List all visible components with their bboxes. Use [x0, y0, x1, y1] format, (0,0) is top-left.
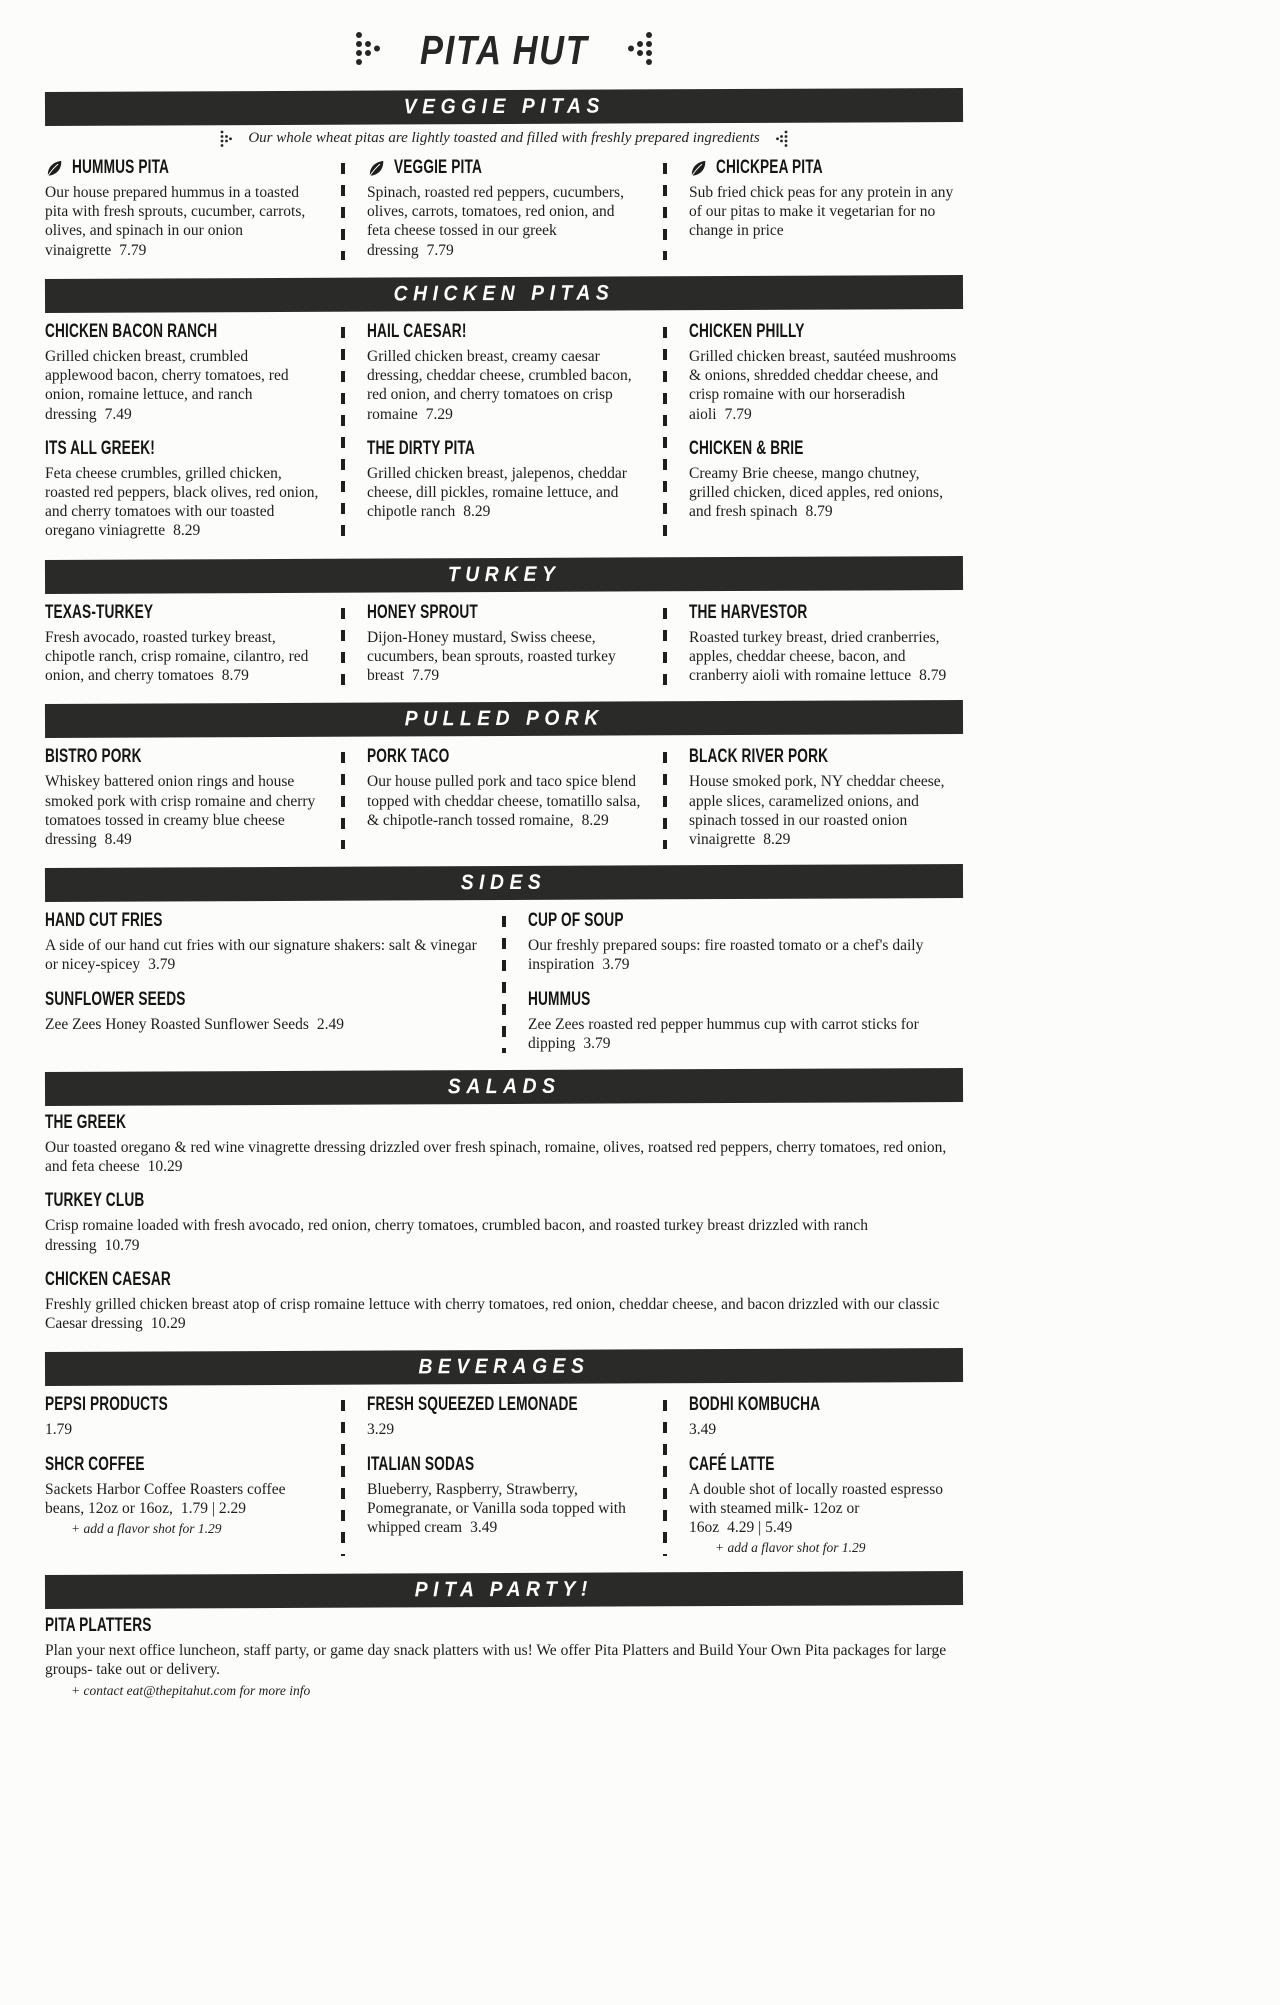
- section-body: [45, 147, 963, 260]
- menu-item: [45, 157, 319, 260]
- menu-column: [367, 321, 641, 541]
- menu-item-name: PORK TACO: [367, 746, 450, 768]
- menu-item-description: [367, 183, 641, 260]
- menu-item-price: 3.79: [148, 956, 176, 974]
- section-title: CHICKEN PITAS: [393, 281, 615, 306]
- menu-item: [45, 1190, 963, 1254]
- menu-item-desc-text: A side of our hand cut fries with our signature shakers: salt & vinegar or nicey-spicey: [45, 937, 477, 974]
- menu-column: [689, 1394, 963, 1556]
- menu-item-desc-text: Grilled chicken breast, crumbled applewood bacon, cherry tomatoes, red onion, romaine lettuce, and ranch dressing: [45, 347, 289, 423]
- menu-item-name: FRESH SQUEEZED LEMONADE: [367, 1394, 578, 1416]
- section-banner: [45, 275, 963, 313]
- section-title: SALADS: [447, 1074, 561, 1099]
- menu-item-name: PEPSI PRODUCTS: [45, 1394, 168, 1416]
- menu-item: [45, 1454, 319, 1537]
- menu-item-name: CUP OF SOUP: [528, 910, 624, 932]
- menu-item-desc-text: Grilled chicken breast, sautéed mushrooms & onions, shredded cheddar cheese, and crisp romaine with our horseradish aioli: [689, 347, 957, 423]
- menu-column: [45, 157, 319, 260]
- menu-item-desc-text: Plan your next office luncheon, staff party, or game day snack platters with us! We offer Pita Platters and Build Your Own Pita packages for large groups- take out or delivery.: [45, 1642, 947, 1679]
- menu-item-header: [45, 746, 319, 768]
- menu-item-name: BISTRO PORK: [45, 746, 142, 768]
- menu-item-price: 8.79: [919, 667, 947, 685]
- menu-item-description: [45, 1420, 319, 1439]
- menu-item-price: 7.79: [412, 667, 440, 685]
- section-banner: [45, 864, 963, 902]
- menu-item: [689, 746, 963, 849]
- menu-item-name: TEXAS-TURKEY: [45, 601, 154, 623]
- menu-item-description: [45, 347, 319, 424]
- menu-item-description: [45, 1216, 963, 1254]
- menu-item-header: [689, 602, 963, 624]
- menu-item: [367, 1454, 641, 1538]
- menu-item-description: [367, 464, 641, 522]
- menu-item: [45, 602, 319, 686]
- menu-item-header: [528, 910, 963, 932]
- menu-item-description: [367, 347, 641, 424]
- menu-item: [689, 1454, 963, 1557]
- menu-item-price: 8.29: [463, 503, 491, 521]
- menu-item-description: [367, 772, 641, 830]
- column-divider: [663, 163, 667, 260]
- menu-item-price: 7.49: [104, 405, 132, 423]
- column-divider: [341, 752, 345, 849]
- menu-item-header: [45, 989, 480, 1011]
- menu-item-name: CAFÉ LATTE: [689, 1453, 775, 1475]
- menu-item-name: SUNFLOWER SEEDS: [45, 988, 186, 1010]
- menu-item-desc-text: Our toasted oregano & red wine vinagrette dressing drizzled over fresh spinach, romaine, olives, roatsed red peppers, cherry tomatoes, red onion, and feta cheese: [45, 1139, 947, 1176]
- menu-item: [367, 438, 641, 522]
- menu-item-name: CHICKEN BACON RANCH: [45, 320, 218, 342]
- menu-item-header: [45, 910, 480, 932]
- section-body: [45, 1104, 963, 1333]
- menu-item-desc-text: Spinach, roasted red peppers, cucumbers, olives, carrots, tomatoes, red onion, and feta cheese tossed in our greek dressing: [367, 184, 624, 259]
- menu-item-header: [689, 157, 963, 179]
- section-salads: [45, 1070, 963, 1333]
- menu-item-description: [367, 628, 641, 686]
- menu-item-header: [367, 321, 641, 343]
- menu-item: [528, 989, 963, 1053]
- column-divider: [341, 1400, 345, 1556]
- section-tagline: [45, 129, 963, 147]
- section-banner: [45, 700, 963, 738]
- menu-item-header: [689, 438, 963, 460]
- menu-item-desc-text: Fresh avocado, roasted turkey breast, chipotle ranch, crisp romaine, cilantro, red onion, and cherry tomatoes: [45, 628, 309, 685]
- column-divider: [663, 752, 667, 849]
- menu-item-header: [367, 602, 641, 624]
- section-title: PULLED PORK: [404, 706, 604, 731]
- menu-item-header: [689, 746, 963, 768]
- menu-item-desc-text: A double shot of locally roasted espresso with steamed milk- 12oz or 16oz: [689, 1480, 943, 1536]
- menu-column: [367, 157, 641, 260]
- menu-item-description: [689, 183, 963, 241]
- menu-item-description: [45, 1015, 480, 1034]
- menu-item-description: [367, 1420, 641, 1439]
- menu-item-name: HONEY SPROUT: [367, 601, 478, 623]
- menu-item-price: 8.49: [104, 830, 132, 848]
- menu-item-name: BODHI KOMBUCHA: [689, 1394, 821, 1416]
- section-title: SIDES: [461, 870, 547, 895]
- menu-item-price: 3.49: [470, 1519, 498, 1536]
- menu-item-description: [45, 936, 480, 974]
- menu-item-name: HAND CUT FRIES: [45, 910, 163, 932]
- menu-item-name: ITS ALL GREEK!: [45, 437, 155, 459]
- menu-item-price: 10.29: [147, 1158, 183, 1176]
- menu-item-desc-text: Our house prepared hummus in a toasted pita with fresh sprouts, cucumber, carrots, olives, and spinach in our onion vinaigrette: [45, 184, 306, 259]
- menu-item-header: [45, 602, 319, 624]
- menu-item: [689, 1394, 963, 1439]
- tagline-arrow-right-icon: [776, 129, 788, 147]
- menu-column: [45, 1112, 963, 1333]
- menu-item-note: + add a flavor shot for 1.29: [715, 1540, 866, 1556]
- menu-item: [367, 602, 641, 686]
- section-chicken-pitas: [45, 277, 963, 541]
- menu-column: [689, 157, 963, 260]
- menu-column: [528, 910, 963, 1053]
- menu-item: [45, 910, 480, 974]
- menu-item: [367, 746, 641, 830]
- menu-item: [689, 157, 963, 241]
- header: [45, 22, 963, 78]
- menu-item-price: 3.29: [367, 1421, 395, 1439]
- menu-item-header: [45, 1190, 963, 1212]
- menu-item-header: [367, 1394, 641, 1416]
- menu-item-description: [689, 628, 963, 686]
- menu-item-price: 10.79: [104, 1236, 140, 1254]
- menu-item-description: [45, 628, 319, 686]
- section-banner: [45, 556, 963, 594]
- menu-item-header: [45, 438, 319, 460]
- section-title: TURKEY: [447, 562, 561, 586]
- menu-item-price: 10.29: [150, 1315, 186, 1333]
- section-body: [45, 736, 963, 849]
- menu-item-desc-text: Creamy Brie cheese, mango chutney, grilled chicken, diced apples, red onions, and fresh spinach: [689, 464, 943, 521]
- menu-item: [45, 1112, 963, 1176]
- menu-item: [45, 438, 319, 541]
- menu-item-description: [367, 1480, 641, 1538]
- menu-item-header: [45, 157, 319, 179]
- menu-item: [689, 438, 963, 522]
- menu-column: [45, 1394, 319, 1556]
- menu-item-desc-text: Our freshly prepared soups: fire roasted tomato or a chef's daily inspiration: [528, 937, 924, 974]
- menu-item-desc-text: Dijon-Honey mustard, Swiss cheese, cucumbers, bean sprouts, roasted turkey breast: [367, 628, 616, 685]
- menu-item-header: [367, 746, 641, 768]
- menu-item-name: TURKEY CLUB: [45, 1190, 145, 1212]
- menu-column: [367, 1394, 641, 1556]
- menu-item-price: 3.49: [689, 1421, 717, 1439]
- menu-item-desc-text: Blueberry, Raspberry, Strawberry, Pomegranate, or Vanilla soda topped with whipped cream: [367, 1480, 626, 1536]
- menu-item-name: HAIL CAESAR!: [367, 320, 467, 342]
- section-body: [45, 900, 963, 1053]
- menu-column: [367, 602, 641, 686]
- menu-item-price: 3.79: [602, 956, 630, 974]
- section-pulled-pork: [45, 702, 963, 849]
- menu-item-name: CHICKEN CAESAR: [45, 1268, 171, 1290]
- menu-item-price: 8.29: [581, 811, 609, 829]
- menu-item: [367, 1394, 641, 1439]
- menu-item-description: [45, 1295, 963, 1333]
- menu-item: [45, 1394, 319, 1439]
- menu-item-desc-text: Feta cheese crumbles, grilled chicken, roasted red peppers, black olives, red onion, and cherry tomatoes with our toasted oregano viniagrette: [45, 464, 319, 540]
- menu-item-desc-text: Roasted turkey breast, dried cranberries, apples, cheddar cheese, bacon, and cranberry aioli with romaine lettuce: [689, 628, 940, 685]
- menu-item-description: [45, 1138, 963, 1176]
- title-dots-left-icon: [355, 29, 382, 71]
- menu-item-header: [528, 989, 963, 1011]
- menu-item-desc-text: Grilled chicken breast, jalepenos, cheddar cheese, dill pickles, romaine lettuce, and chipotle ranch: [367, 464, 627, 521]
- menu-item-header: [45, 1112, 963, 1134]
- menu-item-desc-text: Freshly grilled chicken breast atop of crisp romaine lettuce with cherry tomatoes, red onion, cheddar cheese, and bacon drizzled with our classic Caesar dressing: [45, 1295, 940, 1333]
- menu-item-header: [689, 1394, 963, 1416]
- menu-item-description: [45, 1641, 963, 1679]
- section-sides: [45, 866, 963, 1053]
- menu-item-description: [689, 1420, 963, 1439]
- section-body: [45, 592, 963, 686]
- menu-item-desc-text: Sub fried chick peas for any protein in any of our pitas to make it vegetarian for no change in price: [689, 184, 954, 240]
- menu-item-header: [367, 438, 641, 460]
- title-dots-right-icon: [626, 29, 653, 71]
- column-divider: [341, 608, 345, 686]
- menu-column: [689, 321, 963, 541]
- page-title: PITA HUT: [419, 26, 589, 73]
- menu-item: [528, 910, 963, 974]
- menu-item-name: THE DIRTY PITA: [367, 437, 475, 459]
- menu-item-price: 8.79: [221, 667, 249, 685]
- menu-item-desc-text: Grilled chicken breast, creamy caesar dressing, cheddar cheese, crumbled bacon, red onion, and cherry tomatoes on crisp romaine: [367, 347, 632, 423]
- menu-column: [45, 321, 319, 541]
- menu-item-price: 8.29: [173, 522, 201, 540]
- menu-item-price: 7.79: [724, 405, 752, 423]
- menu-item-header: [367, 1454, 641, 1476]
- leaf-icon: [367, 160, 386, 177]
- section-title: BEVERAGES: [418, 1354, 590, 1379]
- menu-item: [367, 321, 641, 424]
- menu-item-price: 7.79: [426, 241, 454, 259]
- menu-item-description: [689, 1480, 963, 1538]
- menu-item-description: [689, 772, 963, 849]
- section-body: [45, 1384, 963, 1556]
- menu-item-header: [45, 1394, 319, 1416]
- menu-item-description: [45, 464, 319, 541]
- section-veggie-pitas: [45, 90, 963, 260]
- menu-item: [45, 321, 319, 424]
- menu-item-header: [45, 1454, 319, 1476]
- menu-item: [45, 746, 319, 849]
- menu-item-header: [689, 1454, 963, 1476]
- menu-item-price: 8.79: [805, 503, 833, 521]
- section-banner: [45, 1068, 963, 1106]
- menu-item-header: [689, 321, 963, 343]
- menu-item-description: [528, 1015, 963, 1053]
- section-body: [45, 311, 963, 541]
- menu-item-description: [689, 347, 963, 424]
- menu-item: [45, 1269, 963, 1333]
- menu-column: [45, 910, 480, 1053]
- menu-item-name: PITA PLATTERS: [45, 1615, 152, 1637]
- menu-column: [367, 746, 641, 849]
- menu-column: [45, 602, 319, 686]
- menu-item: [45, 989, 480, 1034]
- menu-item-name: CHICKPEA PITA: [716, 157, 823, 178]
- menu-item: [689, 321, 963, 424]
- column-divider: [341, 163, 345, 260]
- menu-item-description: [689, 464, 963, 522]
- menu-item: [367, 157, 641, 260]
- tagline-arrow-left-icon: [220, 129, 232, 147]
- menu-item-description: [528, 936, 963, 974]
- menu-column: [689, 602, 963, 686]
- menu-item-name: CHICKEN PHILLY: [689, 320, 805, 342]
- menu-item: [689, 602, 963, 686]
- section-body: [45, 1607, 963, 1698]
- section-turkey: [45, 558, 963, 686]
- menu-item-name: SHCR COFFEE: [45, 1453, 145, 1475]
- menu-column: [45, 1615, 963, 1698]
- menu-item-desc-text: Zee Zees roasted red pepper hummus cup with carrot sticks for dipping: [528, 1015, 919, 1052]
- menu-item: [45, 1615, 963, 1698]
- menu-item-price: 1.79: [45, 1421, 73, 1439]
- menu-item-price: 4.29 | 5.49: [727, 1519, 793, 1536]
- menu-item-price: 3.79: [583, 1034, 611, 1052]
- section-banner: [45, 88, 963, 126]
- section-pita-party: [45, 1573, 963, 1698]
- menu-item-header: [45, 1615, 963, 1637]
- column-divider: [663, 608, 667, 686]
- menu-item-price: 8.29: [763, 830, 791, 848]
- menu-item-price: 7.79: [119, 241, 147, 259]
- column-divider: [502, 916, 506, 1053]
- section-title: PITA PARTY!: [414, 1577, 594, 1602]
- menu-item-name: THE HARVESTOR: [689, 601, 808, 623]
- section-banner: [45, 1571, 963, 1609]
- menu-item-price: 2.49: [316, 1015, 344, 1033]
- menu-item-note: + add a flavor shot for 1.29: [71, 1521, 222, 1536]
- menu-item-name: VEGGIE PITA: [394, 157, 482, 178]
- menu-item-name: HUMMUS: [528, 988, 591, 1010]
- menu-item-description: [45, 1480, 319, 1518]
- menu-item-description: [45, 772, 319, 849]
- menu-item-desc-text: House smoked pork, NY cheddar cheese, apple slices, caramelized onions, and spinach tossed in our roasted onion vinaigrette: [689, 773, 945, 848]
- menu-item-header: [45, 321, 319, 343]
- leaf-icon: [45, 160, 64, 177]
- menu-content: [45, 22, 963, 1699]
- menu-item-name: THE GREEK: [45, 1112, 127, 1134]
- menu-item-desc-text: Zee Zees Honey Roasted Sunflower Seeds: [45, 1015, 309, 1033]
- menu-item-desc-text: Sackets Harbor Coffee Roasters coffee beans, 12oz or 16oz,: [45, 1480, 286, 1517]
- menu-item-price: 1.79 | 2.29: [180, 1499, 246, 1517]
- menu-column: [45, 746, 319, 849]
- menu-item-name: ITALIAN SODAS: [367, 1453, 475, 1475]
- tagline-text: Our whole wheat pitas are lightly toasted and filled with freshly prepared ingredients: [248, 129, 760, 146]
- column-divider: [341, 327, 345, 541]
- leaf-icon: [689, 160, 708, 177]
- menu-item-note: + contact eat@thepitahut.com for more info: [71, 1682, 311, 1698]
- menu-item-desc-text: Whiskey battered onion rings and house smoked pork with crisp romaine and cherry tomatoes tossed in creamy blue cheese dressing: [45, 773, 316, 848]
- menu-item-name: HUMMUS PITA: [72, 157, 170, 178]
- menu-item-description: [45, 183, 319, 260]
- menu-item-price: 7.29: [425, 405, 453, 423]
- menu-column: [689, 746, 963, 849]
- column-divider: [663, 327, 667, 541]
- section-beverages: [45, 1350, 963, 1556]
- section-title: VEGGIE PITAS: [403, 94, 605, 119]
- section-banner: [45, 1348, 963, 1386]
- menu-item-desc-text: Crisp romaine loaded with fresh avocado, red onion, cherry tomatoes, crumbled bacon, and roasted turkey breast drizzled with ranch dressing: [45, 1217, 868, 1254]
- menu-item-name: BLACK RIVER PORK: [689, 746, 829, 768]
- menu-item-name: CHICKEN & BRIE: [689, 437, 804, 459]
- column-divider: [663, 1400, 667, 1556]
- menu-item-header: [367, 157, 641, 179]
- menu-item-header: [45, 1269, 963, 1291]
- menu-item-desc-text: Our house pulled pork and taco spice blend topped with cheddar cheese, tomatillo salsa, & chipotle-ranch tossed romaine,: [367, 773, 641, 829]
